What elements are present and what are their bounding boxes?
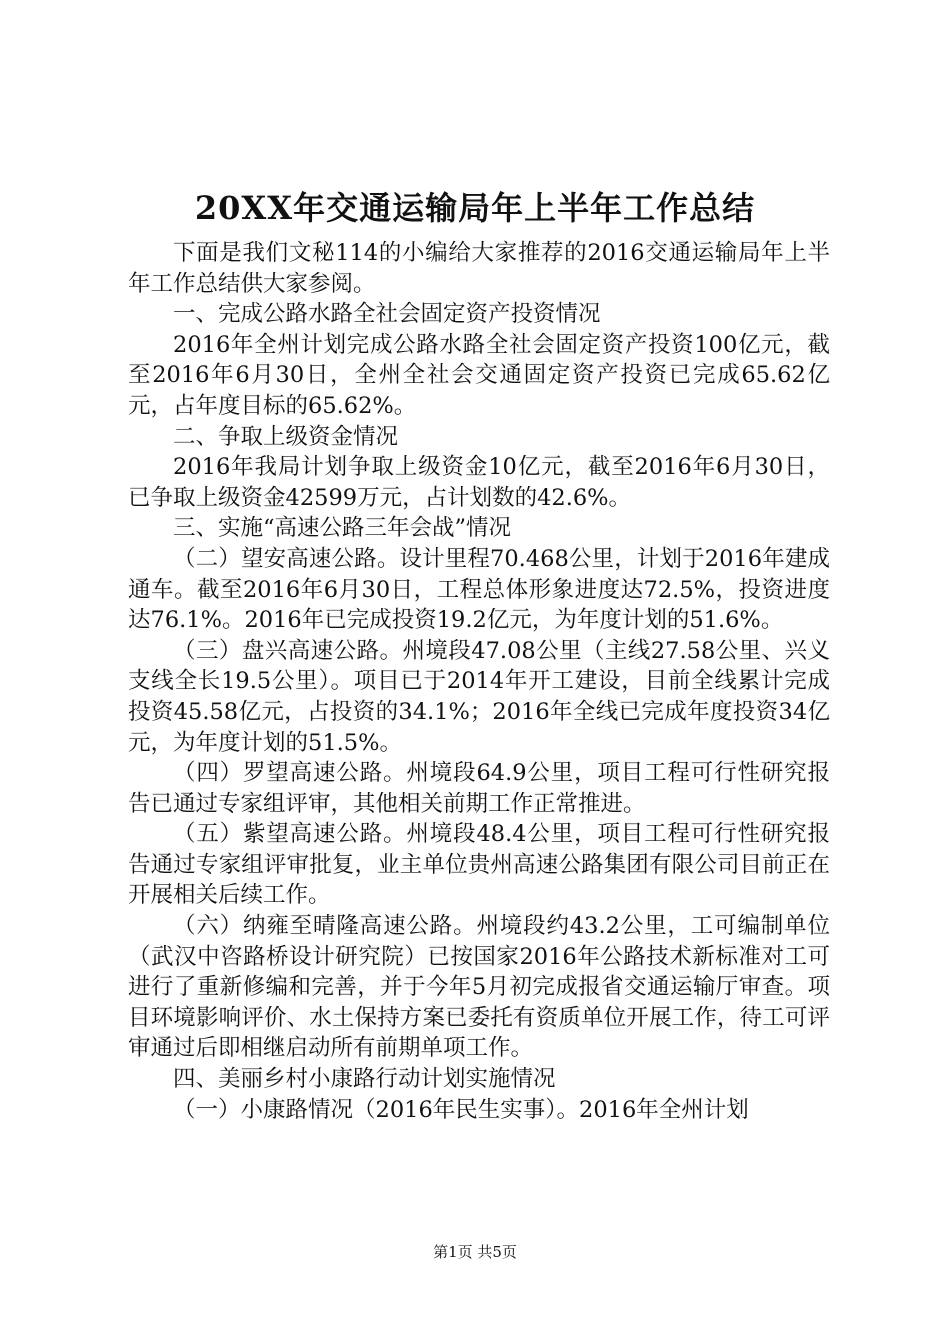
paragraph-funding: 2016年我局计划争取上级资金10亿元，截至2016年6月30日，已争取上级资金42599万元，占计划数的42.6%。 — [128, 454, 830, 511]
page-footer: 第1页 共5页 — [433, 1243, 517, 1261]
paragraph-intro: 下面是我们文秘114的小编给大家推荐的2016交通运输局年上半年工作总结供大家参阅。 — [128, 240, 830, 297]
section-heading-3: 三、实施“高速公路三年会战”情况 — [173, 515, 512, 542]
document-title: 20XX年交通运输局年上半年工作总结 — [194, 189, 756, 227]
document-body — [128, 238, 830, 1125]
section-heading-4: 四、美丽乡村小康路行动计划实施情况 — [173, 1066, 556, 1093]
section-heading-2: 二、争取上级资金情况 — [173, 423, 399, 450]
paragraph-xiaokang-road: （一）小康路情况（2016年民生实事）。2016年全州计划 — [173, 1096, 749, 1123]
paragraph-ziwang-highway: （五）紫望高速公路。州境段48.4公里，项目工程可行性研究报告通过专家组评审批复，业主单位贵州高速公路集团有限公司目前正在开展相关后续工作。 — [128, 821, 830, 909]
paragraph-wangan-highway: （二）望安高速公路。设计里程70.468公里，计划于2016年建成通车。截至2016年6月30日，工程总体形象进度达72.5%，投资进度达76.1%。2016年已完成投资19.2亿元，为年度计划的51.6%。 — [128, 545, 830, 634]
paragraph-nayong-qinglong-highway: （六）纳雍至晴隆高速公路。州境段约43.2公里，工可编制单位（武汉中咨路桥设计研究院）已按国家2016年公路技术新标准对工可进行了重新修编和完善，并于今年5月初完成报省交通运输厅审查。项目环境影响评价、水土保持方案已委托有资质单位开展工作，待工可评审通过后即相继启动所有前期单项工作。 — [128, 913, 830, 1062]
paragraph-investment: 2016年全州计划完成公路水路全社会固定资产投资100亿元，截至2016年6月30日，全州全社会交通固定资产投资已完成65.62亿元，占年度目标的65.62%。 — [128, 331, 830, 419]
paragraph-luowang-highway: （四）罗望高速公路。州境段64.9公里，项目工程可行性研究报告已通过专家组评审，其他相关前期工作正常推进。 — [128, 760, 830, 817]
section-heading-1: 一、完成公路水路全社会固定资产投资情况 — [173, 301, 601, 328]
paragraph-panxing-highway: （三）盘兴高速公路。州境段47.08公里（主线27.58公里、兴义支线全长19.5公里）。项目已于2014年开工建设，目前全线累计完成投资45.58亿元，占投资的34.1%；2016年全线已完成年度投资34亿元，为年度计划的51.5%。 — [128, 637, 830, 756]
